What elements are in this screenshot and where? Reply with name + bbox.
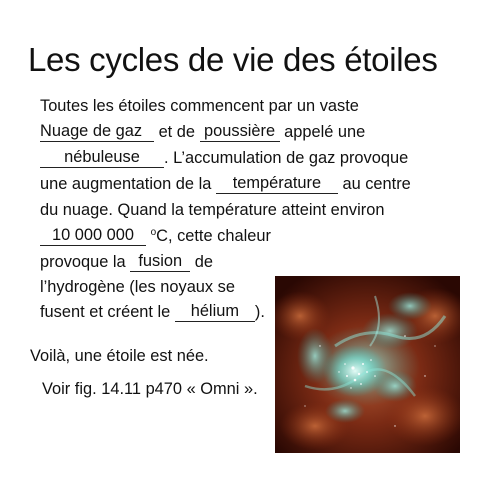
text-segment: Toutes les étoiles commencent par un vaste — [40, 97, 359, 115]
answer-text: température — [232, 174, 322, 192]
text-segment: au centre — [342, 175, 411, 193]
answer-blank-nuage — [40, 124, 154, 142]
text-segment: une augmentation de la — [40, 175, 212, 193]
text-segment: du nuage. Quand la température atteint environ — [40, 201, 385, 219]
answer-blank-temperature-value — [40, 228, 146, 246]
nebula-image — [275, 276, 460, 453]
text-segment: ). — [254, 303, 265, 321]
text-segment: C, cette chaleur — [156, 227, 271, 245]
degree-superscript: o — [150, 227, 157, 238]
answer-text: Nuage de gaz — [40, 122, 143, 140]
answer-text: 10 000 000 — [51, 226, 135, 244]
text-line-3 — [40, 148, 408, 168]
text-segment: fusent et créent le — [40, 303, 171, 321]
text-line-conclusion: Voilà, une étoile est née. — [30, 347, 209, 365]
answer-blank-temperature — [216, 176, 338, 194]
text-segment: . L’accumulation de gaz provoque — [164, 149, 409, 167]
text-line-2 — [40, 122, 365, 142]
text-segment: de — [194, 253, 214, 271]
text-line-9 — [40, 302, 265, 322]
text-segment: provoque la — [40, 253, 126, 271]
text-line-4 — [40, 174, 411, 194]
answer-text: hélium — [190, 302, 239, 320]
text-line-1 — [40, 96, 359, 116]
text-line-5 — [40, 200, 384, 220]
text-segment: l’hydrogène (les noyaux se — [40, 278, 235, 296]
answer-text: fusion — [138, 252, 183, 270]
answer-blank-nebuleuse — [40, 150, 164, 168]
text-line-6 — [40, 226, 271, 249]
answer-blank-helium — [175, 304, 255, 322]
text-segment: et de — [158, 123, 196, 141]
text-line-7 — [40, 252, 213, 272]
answer-text: nébuleuse — [64, 148, 140, 166]
answer-blank-fusion — [130, 254, 190, 272]
text-segment: appelé une — [284, 123, 366, 141]
slide-title: Les cycles de vie des étoiles — [28, 41, 438, 78]
answer-text: poussière — [204, 122, 276, 140]
text-line-8 — [40, 277, 235, 297]
text-line-reference: Voir fig. 14.11 p470 « Omni ». — [42, 380, 258, 398]
answer-blank-poussiere — [200, 124, 280, 142]
